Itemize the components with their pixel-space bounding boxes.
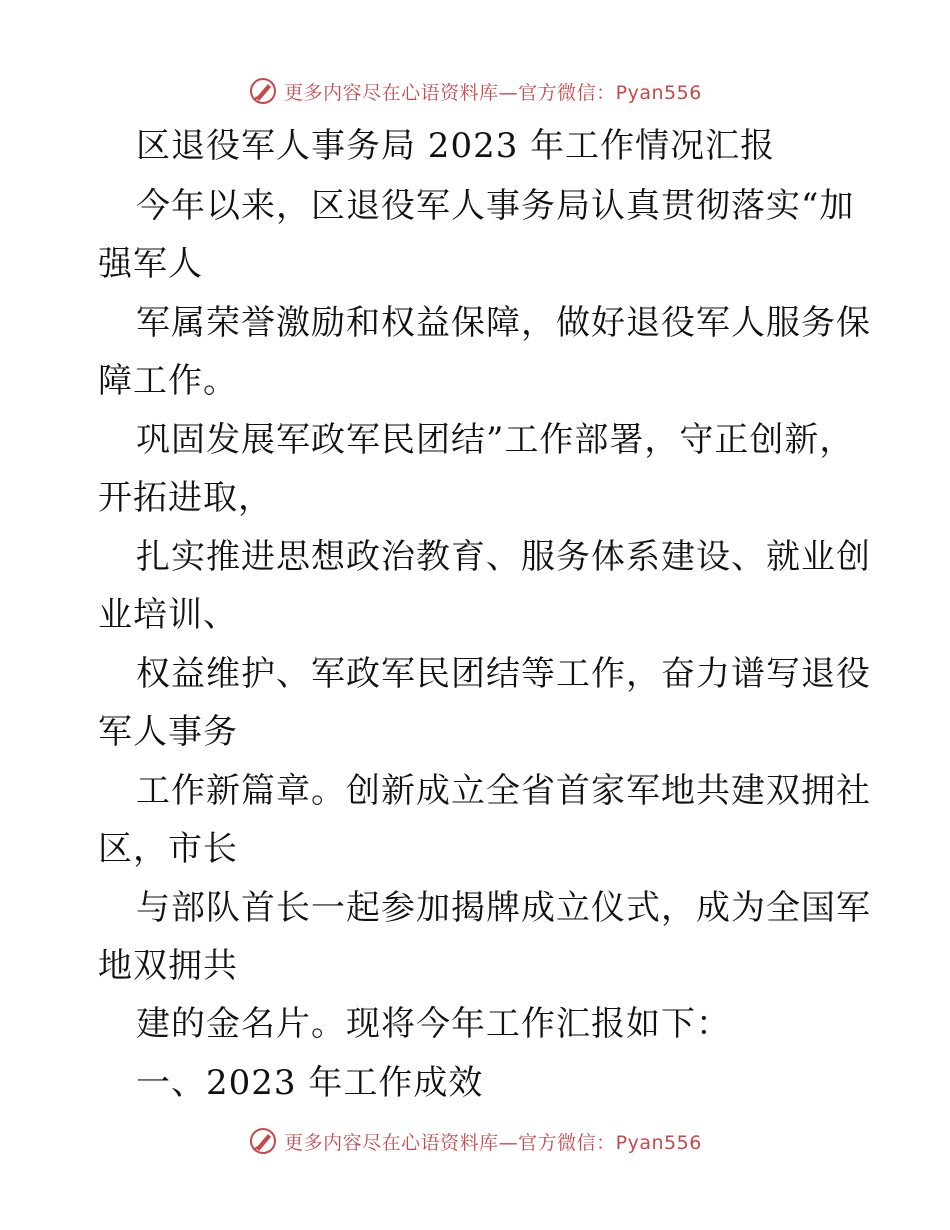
document-title: 区退役军人事务局 2023 年工作情况汇报	[136, 126, 776, 166]
paragraph-line: 权益维护、军政军民团结等工作，奋力谱写退役	[136, 654, 871, 694]
paragraph-line: 军属荣誉激励和权益保障，做好退役军人服务保	[136, 303, 871, 343]
paragraph-line: 业培训、	[98, 595, 238, 635]
paragraph-line: 军人事务	[98, 712, 238, 752]
paragraph-line: 工作新篇章。创新成立全省首家军地共建双拥社	[136, 771, 871, 811]
paragraph-line: 强军人	[98, 244, 203, 284]
paragraph-line: 建的金名片。现将今年工作汇报如下：	[136, 1004, 731, 1044]
paragraph-line: 巩固发展军政军民团结”工作部署，守正创新，	[136, 420, 855, 460]
watermark-text: 更多内容尽在心语资料库—官方微信：Pyan556	[284, 81, 702, 104]
section-heading: 一、2023 年工作成效	[136, 1063, 484, 1103]
paragraph-line: 扎实推进思想政治教育、服务体系建设、就业创	[136, 537, 871, 577]
paragraph-line: 障工作。	[98, 361, 238, 401]
watermark-text: 更多内容尽在心语资料库—官方微信：Pyan556	[284, 1131, 702, 1154]
watermark-header	[0, 71, 950, 111]
watermark-footer	[0, 1121, 950, 1161]
pen-logo-icon	[248, 1126, 278, 1156]
pen-logo-icon	[248, 76, 278, 106]
paragraph-line: 地双拥共	[98, 946, 238, 986]
paragraph-line: 开拓进取，	[98, 478, 273, 518]
paragraph-line: 区，市长	[98, 829, 238, 869]
paragraph-line: 与部队首长一起参加揭牌成立仪式，成为全国军	[136, 888, 871, 928]
paragraph-line: 今年以来，区退役军人事务局认真贯彻落实“加	[136, 186, 855, 226]
